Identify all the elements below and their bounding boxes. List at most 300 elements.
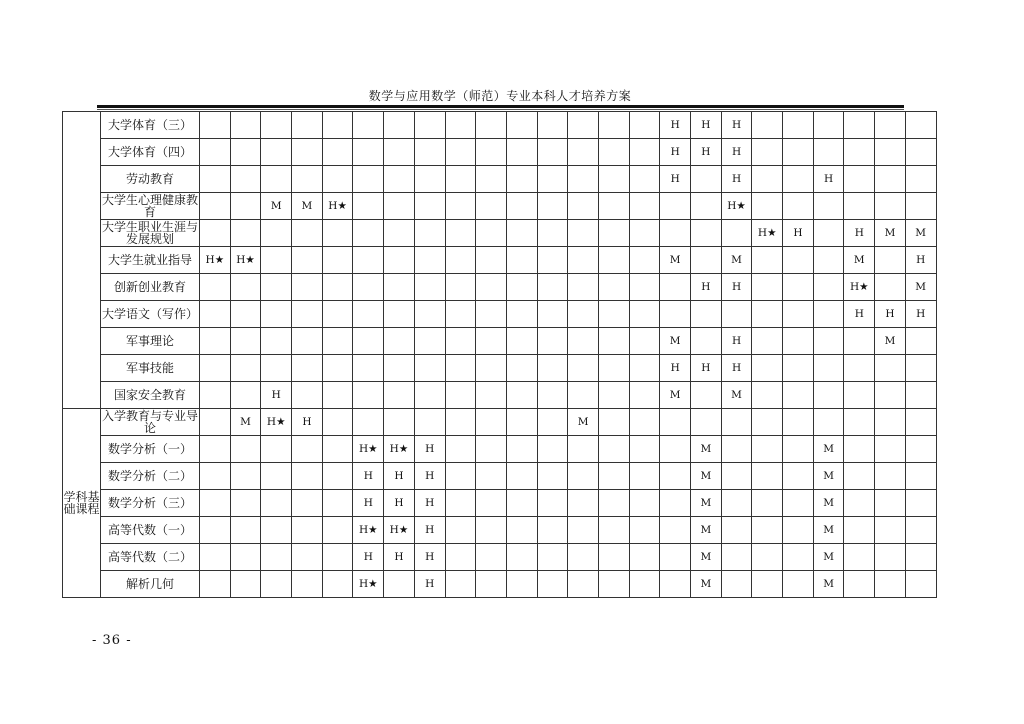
support-level-cell <box>875 112 906 139</box>
support-level-cell <box>322 355 353 382</box>
support-level-cell <box>598 490 629 517</box>
support-level-cell <box>414 247 445 274</box>
support-level-cell <box>414 193 445 220</box>
support-level-cell <box>292 436 323 463</box>
support-level-cell <box>875 571 906 598</box>
table-row <box>63 517 937 544</box>
support-level-cell: H <box>384 544 415 571</box>
support-level-cell <box>414 274 445 301</box>
support-level-cell: H <box>384 463 415 490</box>
support-level-cell <box>261 274 292 301</box>
course-name: 入学教育与专业导论 <box>101 409 198 435</box>
support-level-cell <box>813 301 844 328</box>
support-level-cell <box>322 544 353 571</box>
support-level-cell <box>537 274 568 301</box>
support-level-cell <box>476 571 507 598</box>
support-level-cell <box>353 220 384 247</box>
support-level-cell <box>568 571 599 598</box>
support-level-cell <box>783 247 814 274</box>
support-level-cell <box>660 517 691 544</box>
support-level-cell <box>476 409 507 436</box>
support-level-cell <box>537 301 568 328</box>
support-level-cell <box>752 463 783 490</box>
support-level-cell: H★ <box>200 247 231 274</box>
support-level-cell <box>844 544 875 571</box>
support-level-cell <box>598 544 629 571</box>
support-level-cell <box>476 517 507 544</box>
support-level-cell <box>752 193 783 220</box>
support-level-cell <box>445 517 476 544</box>
support-level-cell <box>783 571 814 598</box>
support-level-cell <box>537 355 568 382</box>
support-level-cell <box>445 544 476 571</box>
support-level-cell <box>476 544 507 571</box>
support-level-cell: M <box>813 517 844 544</box>
support-level-cell: M <box>691 436 722 463</box>
support-level-cell <box>844 355 875 382</box>
support-level-cell <box>660 274 691 301</box>
support-level-cell <box>598 517 629 544</box>
page-number: - 36 - <box>92 633 132 648</box>
support-level-cell <box>752 166 783 193</box>
support-level-cell <box>783 409 814 436</box>
support-level-cell <box>660 490 691 517</box>
support-level-cell <box>506 517 537 544</box>
course-name: 国家安全教育 <box>101 382 200 409</box>
support-level-cell <box>230 274 261 301</box>
support-level-cell <box>875 247 906 274</box>
support-level-cell <box>230 166 261 193</box>
support-level-cell <box>230 571 261 598</box>
support-level-cell <box>292 328 323 355</box>
course-name: 军事技能 <box>101 355 200 382</box>
support-level-cell <box>752 517 783 544</box>
support-level-cell <box>629 490 660 517</box>
support-level-cell <box>537 544 568 571</box>
support-level-cell <box>905 490 936 517</box>
support-level-cell <box>476 436 507 463</box>
support-level-cell <box>905 544 936 571</box>
support-level-cell: M <box>660 382 691 409</box>
support-level-cell <box>629 463 660 490</box>
support-level-cell <box>230 112 261 139</box>
support-level-cell: H <box>691 355 722 382</box>
support-level-cell <box>261 112 292 139</box>
support-level-cell <box>537 247 568 274</box>
support-level-cell <box>752 274 783 301</box>
support-level-cell <box>598 166 629 193</box>
support-level-cell <box>230 301 261 328</box>
course-group-label <box>63 112 101 409</box>
support-level-cell <box>384 112 415 139</box>
support-level-cell: H <box>721 274 752 301</box>
support-level-cell: H★ <box>384 517 415 544</box>
table-row <box>63 382 937 409</box>
support-level-cell <box>353 112 384 139</box>
support-level-cell <box>875 274 906 301</box>
support-level-cell: H★ <box>844 274 875 301</box>
support-level-cell <box>230 544 261 571</box>
support-level-cell <box>200 463 231 490</box>
support-level-cell <box>629 220 660 247</box>
support-level-cell <box>414 328 445 355</box>
support-level-cell <box>506 301 537 328</box>
support-level-cell <box>200 490 231 517</box>
support-level-cell <box>629 382 660 409</box>
support-level-cell <box>813 220 844 247</box>
support-level-cell <box>783 274 814 301</box>
support-level-cell <box>384 247 415 274</box>
support-level-cell <box>506 490 537 517</box>
support-level-cell <box>752 301 783 328</box>
support-level-cell <box>598 409 629 436</box>
support-level-cell <box>783 544 814 571</box>
support-level-cell: M <box>691 490 722 517</box>
support-level-cell: H <box>721 112 752 139</box>
support-level-cell <box>261 328 292 355</box>
support-level-cell: H <box>844 301 875 328</box>
support-level-cell <box>537 166 568 193</box>
support-level-cell: H <box>844 220 875 247</box>
support-level-cell <box>537 328 568 355</box>
support-level-cell <box>598 355 629 382</box>
support-level-cell <box>537 139 568 166</box>
support-level-cell: H <box>660 355 691 382</box>
support-level-cell <box>292 247 323 274</box>
support-level-cell <box>200 382 231 409</box>
support-level-cell <box>261 220 292 247</box>
support-level-cell <box>292 355 323 382</box>
table-row <box>63 301 937 328</box>
support-level-cell <box>598 463 629 490</box>
support-level-cell <box>445 571 476 598</box>
support-level-cell <box>629 112 660 139</box>
support-level-cell <box>660 301 691 328</box>
support-level-cell: M <box>813 463 844 490</box>
support-level-cell: M <box>813 544 844 571</box>
support-level-cell <box>353 328 384 355</box>
support-level-cell <box>905 463 936 490</box>
support-level-cell <box>537 571 568 598</box>
support-level-cell <box>261 247 292 274</box>
support-level-cell <box>598 139 629 166</box>
support-level-cell <box>230 328 261 355</box>
support-level-cell <box>905 517 936 544</box>
support-level-cell <box>200 301 231 328</box>
support-level-cell <box>905 571 936 598</box>
support-level-cell <box>476 490 507 517</box>
support-level-cell <box>691 382 722 409</box>
support-level-cell <box>598 436 629 463</box>
table-row <box>63 193 937 220</box>
support-level-cell <box>568 247 599 274</box>
support-level-cell <box>844 436 875 463</box>
support-level-cell <box>598 112 629 139</box>
support-level-cell <box>414 382 445 409</box>
support-level-cell <box>660 463 691 490</box>
support-level-cell <box>322 220 353 247</box>
support-level-cell <box>905 436 936 463</box>
support-level-cell: H <box>414 544 445 571</box>
course-requirement-matrix <box>62 111 937 598</box>
support-level-cell <box>813 382 844 409</box>
support-level-cell <box>905 409 936 436</box>
support-level-cell: M <box>905 274 936 301</box>
support-level-cell <box>230 139 261 166</box>
support-level-cell: H <box>414 463 445 490</box>
support-level-cell <box>292 139 323 166</box>
support-level-cell <box>783 490 814 517</box>
support-level-cell <box>752 544 783 571</box>
support-level-cell: M <box>691 517 722 544</box>
support-level-cell: M <box>721 382 752 409</box>
support-level-cell <box>813 112 844 139</box>
support-level-cell <box>506 166 537 193</box>
support-level-cell <box>691 301 722 328</box>
support-level-cell <box>844 409 875 436</box>
support-level-cell <box>322 112 353 139</box>
support-level-cell <box>598 571 629 598</box>
support-level-cell <box>445 328 476 355</box>
support-level-cell <box>476 139 507 166</box>
support-level-cell <box>721 571 752 598</box>
support-level-cell <box>905 112 936 139</box>
table-row <box>63 463 937 490</box>
support-level-cell <box>476 274 507 301</box>
support-level-cell <box>905 328 936 355</box>
support-level-cell <box>629 436 660 463</box>
support-level-cell <box>322 328 353 355</box>
support-level-cell: M <box>875 220 906 247</box>
support-level-cell <box>230 517 261 544</box>
course-name: 大学体育（四） <box>101 139 200 166</box>
support-level-cell <box>506 274 537 301</box>
support-level-cell <box>322 463 353 490</box>
support-level-cell <box>200 544 231 571</box>
support-level-cell <box>691 166 722 193</box>
support-level-cell <box>476 382 507 409</box>
support-level-cell <box>568 382 599 409</box>
support-level-cell: H <box>414 436 445 463</box>
support-level-cell <box>353 166 384 193</box>
support-level-cell: M <box>292 193 323 220</box>
support-level-cell <box>844 463 875 490</box>
support-level-cell <box>537 382 568 409</box>
support-level-cell <box>414 139 445 166</box>
support-level-cell <box>598 193 629 220</box>
support-level-cell <box>568 517 599 544</box>
support-level-cell <box>506 328 537 355</box>
support-level-cell <box>476 301 507 328</box>
support-level-cell <box>568 544 599 571</box>
support-level-cell <box>691 193 722 220</box>
support-level-cell <box>506 571 537 598</box>
support-level-cell <box>322 274 353 301</box>
support-level-cell <box>752 355 783 382</box>
support-level-cell <box>905 382 936 409</box>
support-level-cell <box>506 544 537 571</box>
support-level-cell: M <box>691 571 722 598</box>
support-level-cell <box>568 328 599 355</box>
support-level-cell <box>200 355 231 382</box>
course-name: 军事理论 <box>101 328 200 355</box>
support-level-cell: M <box>230 409 261 436</box>
support-level-cell <box>200 436 231 463</box>
support-level-cell <box>844 382 875 409</box>
support-level-cell <box>292 517 323 544</box>
support-level-cell <box>322 382 353 409</box>
support-level-cell <box>568 301 599 328</box>
support-level-cell <box>292 274 323 301</box>
course-name: 大学生职业生涯与发展规划 <box>101 220 198 246</box>
table-row <box>63 247 937 274</box>
support-level-cell <box>445 382 476 409</box>
header-rule-thin <box>97 109 904 110</box>
support-level-cell <box>445 220 476 247</box>
support-level-cell: H <box>721 139 752 166</box>
support-level-cell <box>230 220 261 247</box>
support-level-cell <box>905 166 936 193</box>
support-level-cell <box>445 247 476 274</box>
support-level-cell <box>506 355 537 382</box>
support-level-cell: H★ <box>721 193 752 220</box>
support-level-cell <box>261 301 292 328</box>
support-level-cell <box>875 355 906 382</box>
support-level-cell <box>660 436 691 463</box>
support-level-cell: M <box>660 328 691 355</box>
support-level-cell <box>691 409 722 436</box>
support-level-cell <box>568 220 599 247</box>
support-level-cell <box>384 328 415 355</box>
support-level-cell <box>476 166 507 193</box>
support-level-cell: H★ <box>353 517 384 544</box>
support-level-cell <box>353 139 384 166</box>
support-level-cell <box>537 463 568 490</box>
support-level-cell <box>629 544 660 571</box>
support-level-cell <box>292 166 323 193</box>
support-level-cell <box>506 382 537 409</box>
support-level-cell <box>261 571 292 598</box>
course-name: 高等代数（二） <box>101 544 200 571</box>
support-level-cell <box>353 193 384 220</box>
support-level-cell <box>813 409 844 436</box>
support-level-cell: H <box>691 139 722 166</box>
support-level-cell <box>813 139 844 166</box>
support-level-cell <box>506 193 537 220</box>
support-level-cell <box>721 409 752 436</box>
support-level-cell <box>384 355 415 382</box>
support-level-cell: H★ <box>261 409 292 436</box>
support-level-cell <box>261 544 292 571</box>
support-level-cell <box>783 463 814 490</box>
support-level-cell <box>506 409 537 436</box>
support-level-cell <box>721 301 752 328</box>
support-level-cell <box>844 571 875 598</box>
support-level-cell <box>537 112 568 139</box>
support-level-cell <box>813 355 844 382</box>
support-level-cell: H <box>721 166 752 193</box>
support-level-cell <box>875 544 906 571</box>
support-level-cell <box>445 463 476 490</box>
table-row <box>63 166 937 193</box>
table-row <box>63 328 937 355</box>
support-level-cell: M <box>691 544 722 571</box>
support-level-cell <box>200 220 231 247</box>
support-level-cell <box>292 382 323 409</box>
support-level-cell: M <box>691 463 722 490</box>
support-level-cell <box>476 328 507 355</box>
support-level-cell <box>598 247 629 274</box>
support-level-cell <box>476 220 507 247</box>
support-level-cell <box>568 112 599 139</box>
support-level-cell: H <box>905 247 936 274</box>
support-level-cell <box>261 139 292 166</box>
support-level-cell <box>506 112 537 139</box>
support-level-cell <box>844 112 875 139</box>
support-level-cell <box>322 301 353 328</box>
support-level-cell <box>353 355 384 382</box>
support-level-cell <box>568 490 599 517</box>
support-level-cell <box>752 382 783 409</box>
support-level-cell <box>629 355 660 382</box>
support-level-cell <box>353 247 384 274</box>
support-level-cell <box>230 193 261 220</box>
support-level-cell: M <box>813 436 844 463</box>
support-level-cell: M <box>844 247 875 274</box>
support-level-cell <box>353 382 384 409</box>
support-level-cell: M <box>813 490 844 517</box>
support-level-cell <box>414 355 445 382</box>
support-level-cell <box>844 517 875 544</box>
support-level-cell <box>322 436 353 463</box>
support-level-cell <box>660 571 691 598</box>
support-level-cell <box>537 193 568 220</box>
support-level-cell <box>875 463 906 490</box>
support-level-cell: H <box>783 220 814 247</box>
support-level-cell <box>752 436 783 463</box>
support-level-cell <box>568 274 599 301</box>
support-level-cell <box>445 409 476 436</box>
support-level-cell <box>384 193 415 220</box>
support-level-cell <box>261 463 292 490</box>
support-level-cell <box>629 517 660 544</box>
support-level-cell <box>783 301 814 328</box>
support-level-cell <box>445 355 476 382</box>
support-level-cell: H <box>353 490 384 517</box>
support-level-cell: H★ <box>353 571 384 598</box>
support-level-cell <box>292 490 323 517</box>
support-level-cell: H <box>721 355 752 382</box>
support-level-cell <box>353 274 384 301</box>
support-level-cell <box>445 166 476 193</box>
support-level-cell: H <box>660 112 691 139</box>
support-level-cell <box>813 274 844 301</box>
support-level-cell <box>445 436 476 463</box>
support-level-cell <box>783 166 814 193</box>
course-name: 解析几何 <box>101 571 200 598</box>
support-level-cell: H <box>660 166 691 193</box>
support-level-cell <box>783 355 814 382</box>
support-level-cell: H <box>353 544 384 571</box>
support-level-cell <box>752 571 783 598</box>
support-level-cell <box>598 301 629 328</box>
support-level-cell <box>200 112 231 139</box>
table-row <box>63 409 937 436</box>
support-level-cell <box>200 166 231 193</box>
support-level-cell <box>875 490 906 517</box>
support-level-cell <box>292 301 323 328</box>
support-level-cell <box>660 220 691 247</box>
